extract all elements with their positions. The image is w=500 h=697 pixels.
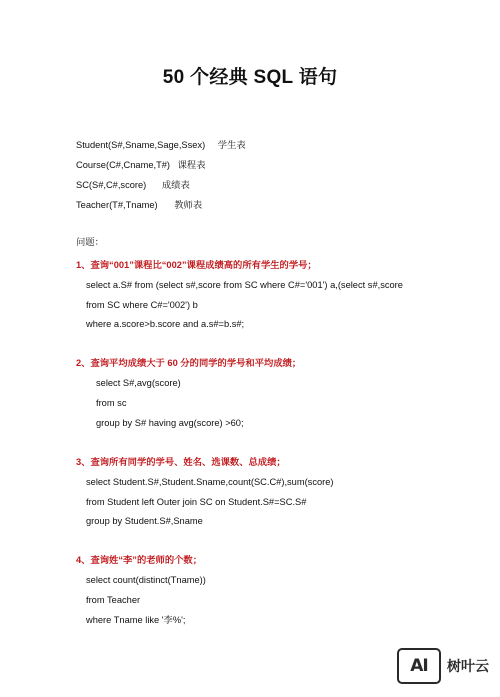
question-heading: 4、查询姓“李”的老师的个数； xyxy=(76,555,203,565)
questions-label: 问题： xyxy=(76,237,104,248)
schema-student xyxy=(76,139,246,152)
schema-desc: 课程表 xyxy=(177,160,206,171)
schema-def: Teacher(T#,Tname) xyxy=(76,200,158,210)
schema-def: Course(C#,Cname,T#) xyxy=(76,160,171,170)
schema-def: Student(S#,Sname,Sage,Ssex) xyxy=(76,140,206,150)
schema-desc: 成绩表 xyxy=(161,180,190,191)
code-line: where a.score>b.score and a.s#=b.s#; xyxy=(86,319,245,329)
schema-teacher xyxy=(76,199,202,212)
schema-sc xyxy=(76,179,190,192)
code-line: group by Student.S#,Sname xyxy=(86,516,203,526)
code-line: select count(distinct(Tname)) xyxy=(86,575,206,585)
code-line: group by S# having avg(score) >60; xyxy=(96,418,244,428)
watermark xyxy=(397,648,489,684)
ai-logo-icon: AI xyxy=(397,648,441,684)
schema-desc: 学生表 xyxy=(217,140,246,151)
page-title: 50 个经典 SQL 语句 xyxy=(162,67,338,88)
schema-def: SC(S#,C#,score) xyxy=(76,180,147,190)
code-line: from sc xyxy=(96,398,127,408)
code-line: where Tname like '李%'; xyxy=(86,615,186,625)
question-heading: 1、查询“001”课程比“002”课程成绩高的所有学生的学号； xyxy=(76,260,317,270)
code-line: select S#,avg(score) xyxy=(96,378,181,388)
code-line: from Teacher xyxy=(86,595,141,605)
schema-course xyxy=(76,159,206,172)
schema-desc: 教师表 xyxy=(174,200,203,211)
code-line: select a.S# from (select s#,score from SC where C#='001') a,(select s#,score xyxy=(86,280,403,290)
code-line: select Student.S#,Student.Sname,count(SC.C#),sum(score) xyxy=(86,477,334,487)
watermark-text: 树叶云 xyxy=(447,659,489,675)
code-line: from SC where C#='002') b xyxy=(86,300,198,310)
question-heading: 2、查询平均成绩大于 60 分的同学的学号和平均成绩； xyxy=(76,358,302,368)
question-heading: 3、查询所有同学的学号、姓名、选课数、总成绩； xyxy=(76,457,286,467)
code-line: from Student left Outer join SC on Student.S#=SC.S# xyxy=(86,497,307,507)
